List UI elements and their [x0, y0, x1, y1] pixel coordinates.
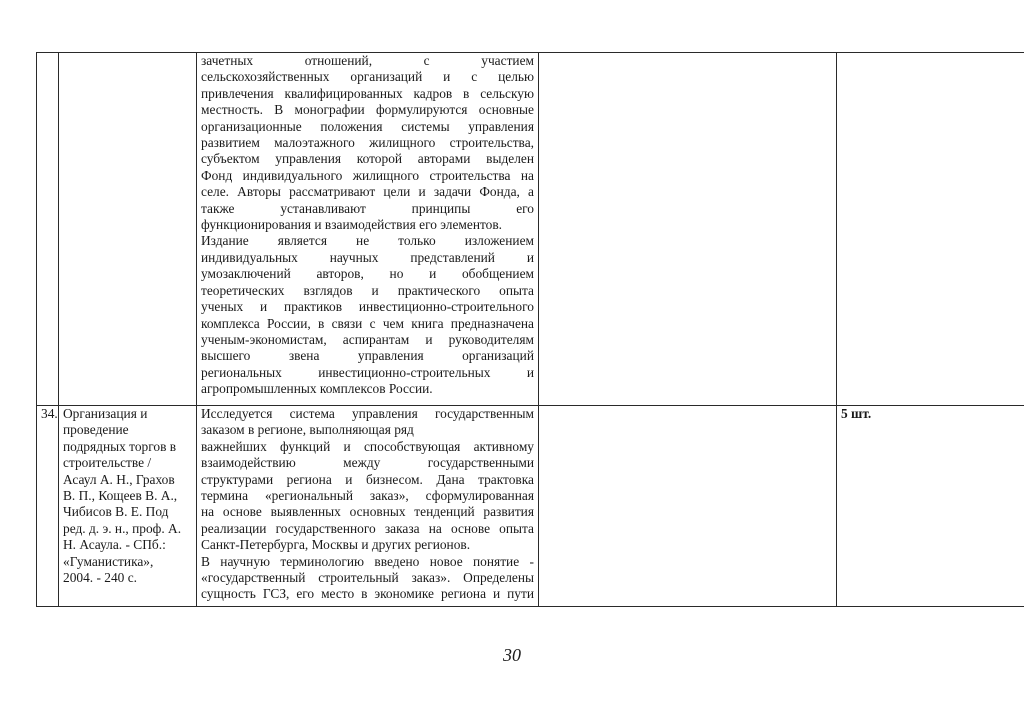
- text-line: Асаул А. Н., Грахов: [63, 471, 175, 487]
- text-line: также устанавливают принципы его: [201, 200, 534, 216]
- text-line: селе. Авторы рассматривают цели и задачи Фонда, а: [201, 184, 534, 200]
- text-line: ред. д. э. н., проф. А.: [63, 520, 182, 536]
- note-cell: [539, 406, 837, 607]
- text-line: Организация и: [63, 406, 148, 421]
- row-number-cell: [37, 53, 59, 406]
- text-line: сущность ГСЗ, его место в экономике региона и пути: [201, 586, 534, 602]
- bibliography-text: [63, 406, 192, 586]
- text-line: Исследуется система управления государственным: [201, 406, 534, 421]
- text-line: региональных инвестиционно-строительных и: [201, 364, 534, 380]
- note-cell: [539, 53, 837, 406]
- catalog-table: [36, 52, 1024, 607]
- text-line: сельскохозяйственных организаций и с целью: [201, 69, 534, 85]
- text-line: теоретических взглядов и практического опыта: [201, 282, 534, 298]
- quantity-cell: 5 шт.: [837, 406, 1024, 607]
- text-line: Н. Асаула. - СПб.:: [63, 537, 166, 553]
- text-line: реализации государственного заказа на основе опыта: [201, 520, 534, 536]
- row-number-cell: 34.: [37, 406, 59, 607]
- text-line: «государственный строительный заказ». Определены: [201, 570, 534, 586]
- text-line: 2004. - 240 с.: [63, 570, 138, 586]
- text-line: привлечения квалифицированных кадров в сельскую: [201, 85, 534, 101]
- text-line: организационные положения системы управления: [201, 118, 534, 134]
- text-line: заказом в регионе, выполняющая ряд: [201, 422, 414, 438]
- text-line: «Гуманистика»,: [63, 553, 154, 569]
- bibliography-cell: [59, 406, 197, 607]
- annotation-text: [201, 406, 534, 603]
- page-number: 30: [503, 645, 521, 665]
- text-line: Чибисов В. Е. Под: [63, 504, 169, 520]
- text-line: строительстве /: [63, 455, 152, 471]
- text-line: развитием малоэтажного жилищного строительства,: [201, 135, 534, 151]
- text-line: подрядных торгов в: [63, 438, 177, 454]
- annotation-text: [201, 53, 534, 398]
- text-line: Издание является не только изложением: [201, 233, 534, 249]
- text-line: В. П., Кощеев В. А.,: [63, 488, 178, 504]
- text-line: ученых и практиков инвестиционно-строительного: [201, 299, 534, 315]
- text-line: на основе выявленных основных тенденций развития: [201, 504, 534, 520]
- text-line: высшего звена управления организаций: [201, 348, 534, 364]
- annotation-cell: [197, 406, 539, 607]
- text-line: зачетных отношений, с участием: [201, 53, 534, 68]
- text-line: термина «региональный заказ», сформулированная: [201, 488, 534, 504]
- table-row: [37, 406, 1024, 607]
- annotation-cell: [197, 53, 539, 406]
- text-line: Санкт-Петербурга, Москвы и других регионов.: [201, 537, 471, 553]
- text-line: комплекса России, в связи с чем книга предназначена: [201, 315, 534, 331]
- text-line: структурами региона и бизнесом. Дана трактовка: [201, 471, 534, 487]
- text-line: субъектом управления которой авторами выделен: [201, 151, 534, 167]
- text-line: Фонд индивидуального жилищного строительства на: [201, 167, 534, 183]
- text-line: ученым-экономистам, аспирантам и руководителям: [201, 331, 534, 347]
- text-line: умозаключений авторов, но и обобщением: [201, 266, 534, 282]
- table-row: [37, 53, 1024, 406]
- text-line: проведение: [63, 422, 129, 438]
- text-line: агропромышленных комплексов России.: [201, 381, 433, 397]
- text-line: взаимодействию между государственными: [201, 455, 534, 471]
- text-line: важнейших функций и способствующая активному: [201, 438, 534, 454]
- quantity-cell: [837, 53, 1024, 406]
- text-line: функционирования и взаимодействия его элементов.: [201, 217, 503, 233]
- text-line: местность. В монографии формулируются основные: [201, 102, 534, 118]
- text-line: В научную терминологию введено новое понятие -: [201, 553, 534, 569]
- text-line: индивидуальных научных представлений и: [201, 249, 534, 265]
- bibliography-cell: [59, 53, 197, 406]
